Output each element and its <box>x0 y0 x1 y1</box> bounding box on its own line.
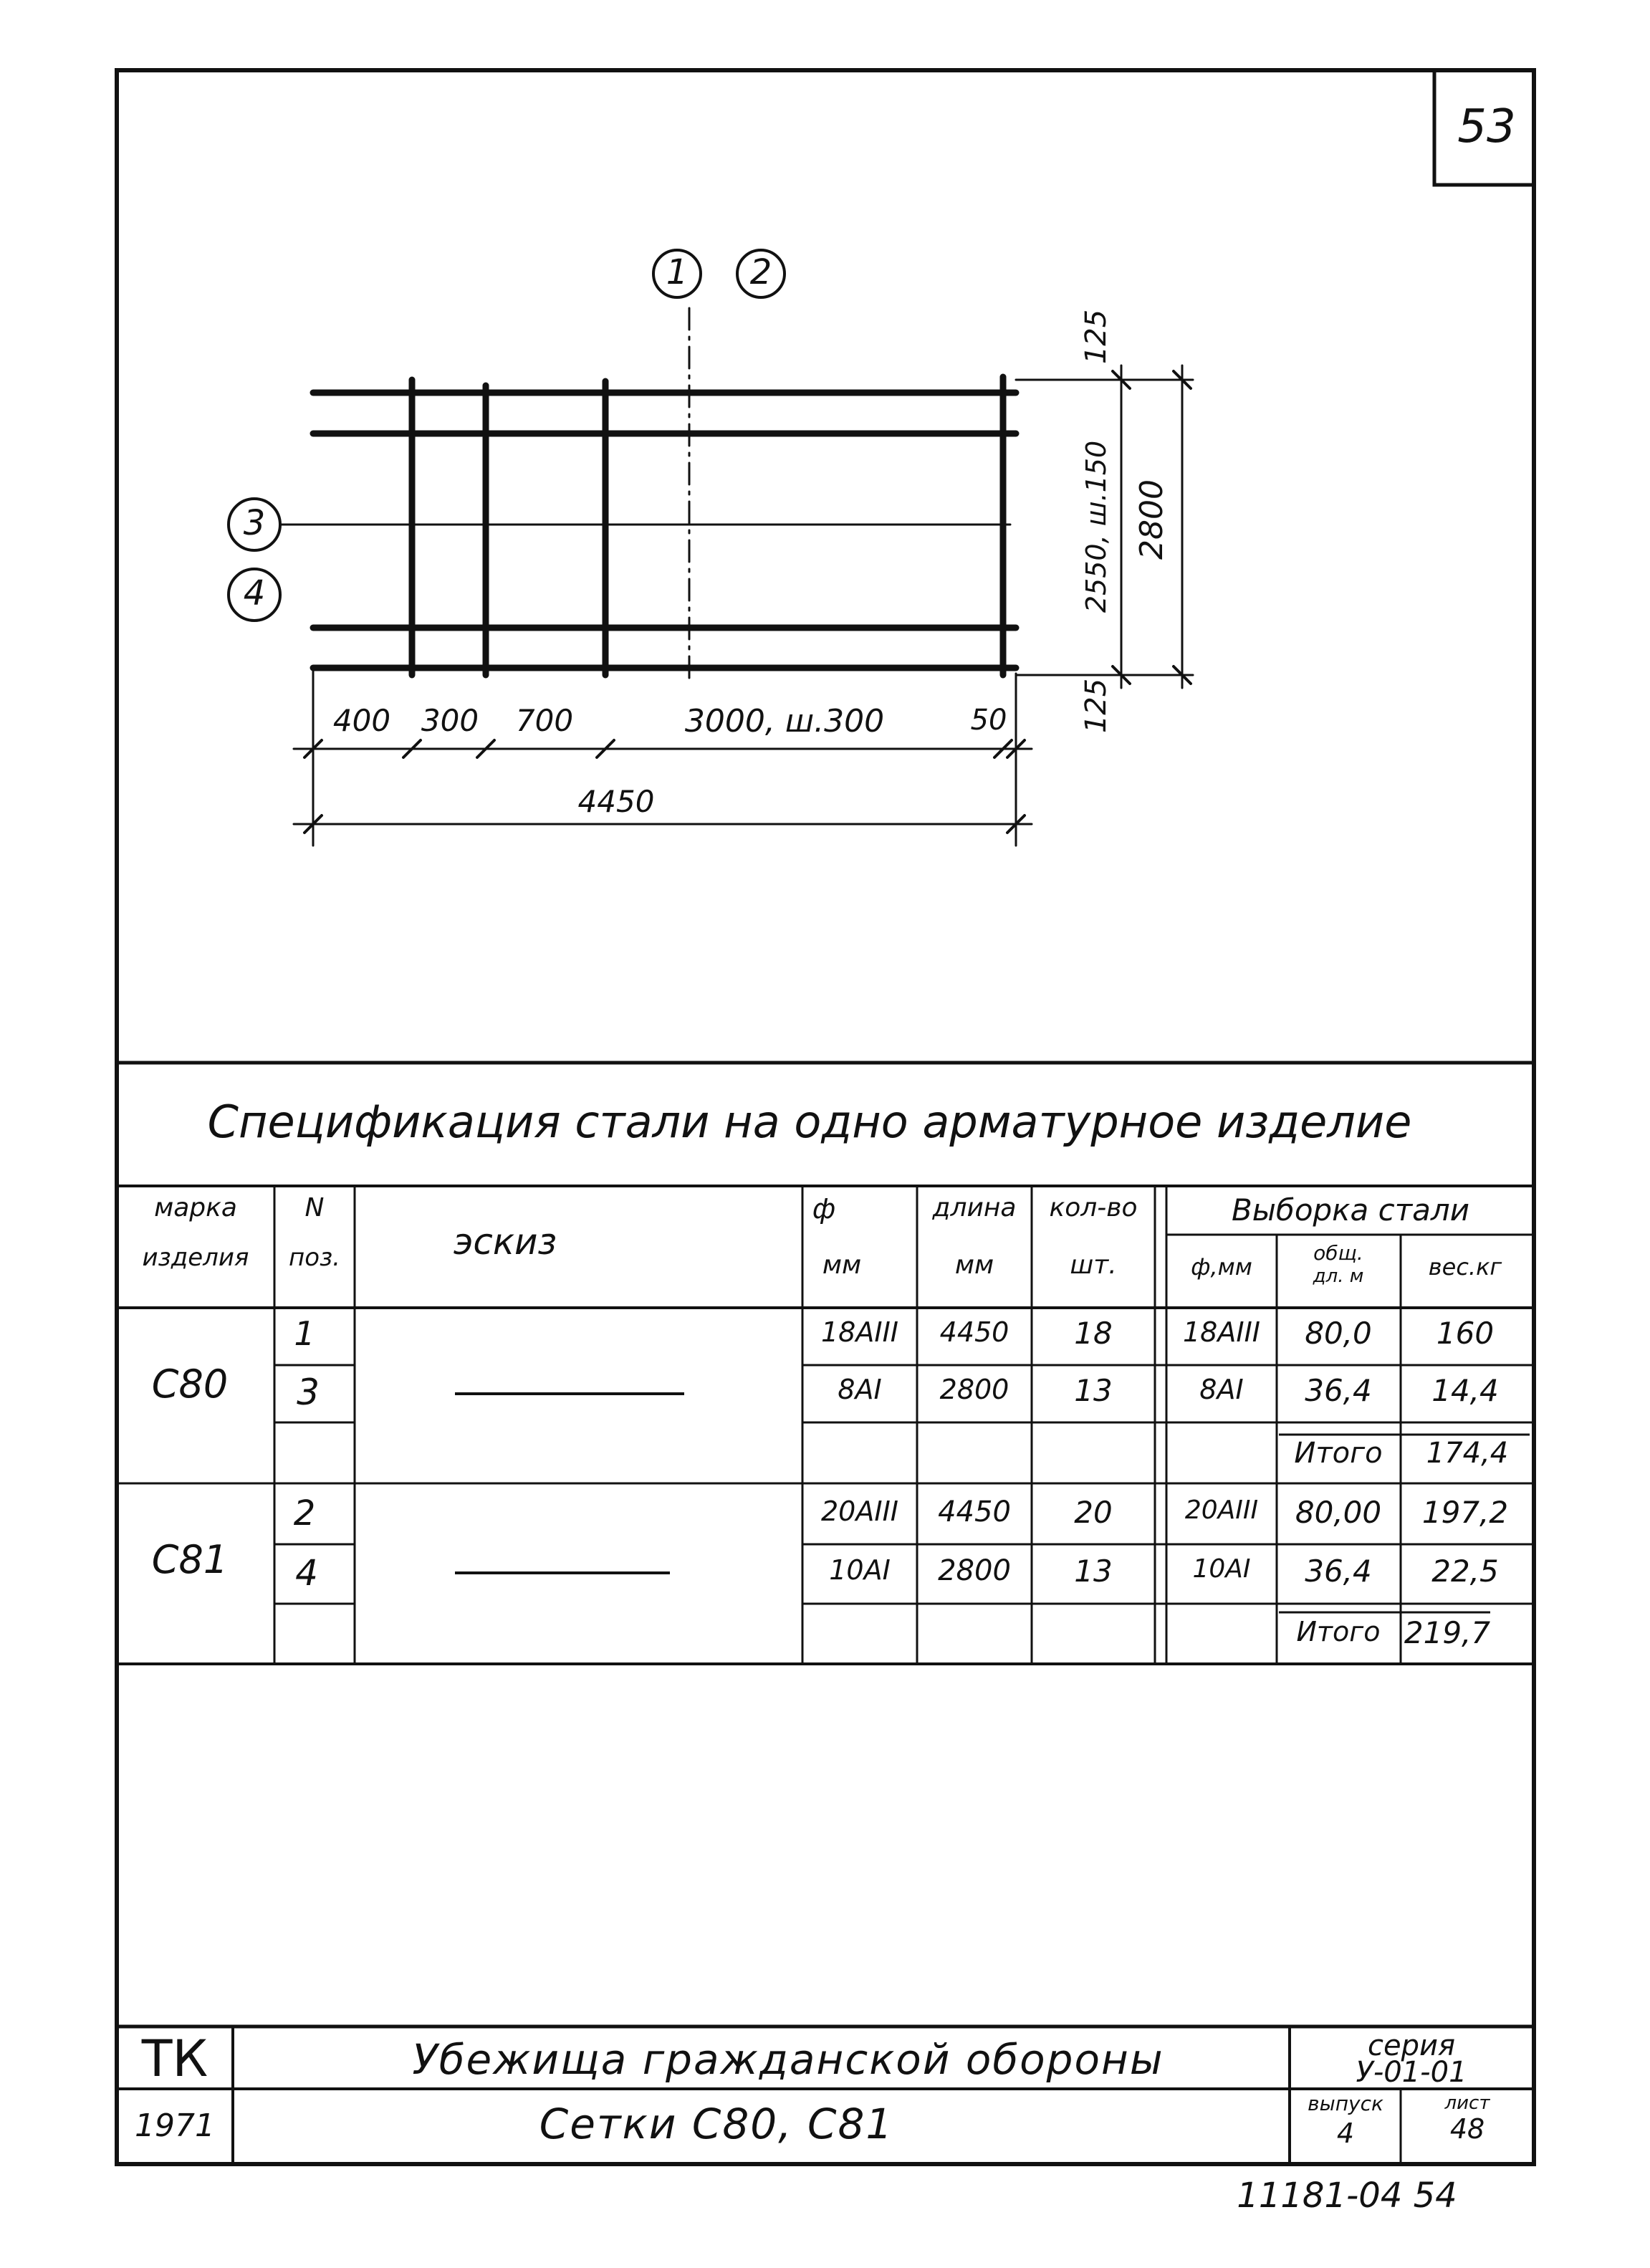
sheet-value: 48 <box>1449 2113 1485 2145</box>
dim-segment: 300 <box>421 703 479 738</box>
position-mark-1: 1 <box>666 252 689 292</box>
mesh-drawing <box>229 250 1193 846</box>
header-sel-weight: вес.кг <box>1428 1253 1502 1281</box>
header-mark: изделия <box>142 1243 249 1272</box>
row-sel-diam: 10AI <box>1192 1554 1251 1584</box>
total-label: Итого <box>1296 1616 1381 1647</box>
row-sel-weight: 160 <box>1436 1316 1495 1351</box>
header-sketch: эскиз <box>453 1221 557 1263</box>
year: 1971 <box>135 2107 215 2144</box>
dim-bottom-offset: 125 <box>1080 678 1113 734</box>
row-length: 2800 <box>938 1554 1011 1587</box>
dim-segment: 700 <box>515 703 574 738</box>
row-sel-total: 80,00 <box>1295 1495 1382 1530</box>
project-title: Убежища гражданской обороны <box>412 2035 1164 2084</box>
row-sel-diam: 20AIII <box>1184 1496 1259 1525</box>
row-diam: 20AIII <box>821 1496 898 1527</box>
header-length: мм <box>954 1250 994 1280</box>
issue-label: выпуск <box>1308 2092 1383 2115</box>
total-value: 219,7 <box>1404 1615 1491 1650</box>
row-sel-total: 36,4 <box>1305 1373 1372 1408</box>
org-code: ТК <box>141 2029 208 2088</box>
row-diam: 8AI <box>838 1374 882 1405</box>
dim-total-length: 4450 <box>577 784 655 819</box>
sheet-label: лист <box>1444 2092 1490 2114</box>
header-qty: шт. <box>1070 1250 1117 1280</box>
row-sel-weight: 197,2 <box>1421 1495 1509 1530</box>
product-mark: С81 <box>151 1537 229 1582</box>
row-pos: 3 <box>297 1372 320 1413</box>
row-length: 2800 <box>939 1374 1009 1405</box>
header-diam: ф <box>812 1193 836 1225</box>
row-pos: 2 <box>293 1493 316 1533</box>
row-qty: 18 <box>1074 1316 1113 1351</box>
header-length: длина <box>932 1193 1017 1222</box>
row-diam: 10AI <box>829 1554 891 1586</box>
row-sel-weight: 22,5 <box>1431 1554 1499 1589</box>
header-diam: мм <box>822 1250 862 1280</box>
series-label: серия <box>1367 2029 1456 2062</box>
position-mark-3: 3 <box>243 503 266 543</box>
spec-title: Спецификация стали на одно арматурное изделие <box>207 1096 1412 1148</box>
dim-top-offset: 125 <box>1080 309 1113 365</box>
issue-value: 4 <box>1336 2118 1355 2149</box>
dim-segment: 50 <box>970 704 1007 737</box>
row-sel-diam: 8AI <box>1199 1374 1244 1405</box>
header-sel-total: дл. м <box>1313 1265 1364 1287</box>
row-pos: 1 <box>294 1314 315 1353</box>
header-selection: Выборка стали <box>1231 1192 1470 1228</box>
sheet-number: 53 <box>1457 100 1516 153</box>
total-value: 174,4 <box>1426 1437 1509 1470</box>
header-sel-diam: ф,мм <box>1191 1253 1252 1281</box>
header-sel-total: общ. <box>1313 1241 1363 1265</box>
row-pos: 4 <box>295 1552 318 1594</box>
row-length: 4450 <box>938 1496 1011 1528</box>
row-qty: 20 <box>1074 1495 1113 1530</box>
dim-segment: 400 <box>332 703 391 738</box>
row-sel-weight: 14,4 <box>1431 1373 1499 1408</box>
row-diam: 18AIII <box>821 1316 898 1348</box>
header-mark: марка <box>154 1193 237 1222</box>
product-mark: С80 <box>151 1362 229 1407</box>
dim-total-height: 2800 <box>1133 479 1170 560</box>
position-mark-2: 2 <box>749 252 772 292</box>
series-value: У-01-01 <box>1356 2056 1467 2089</box>
row-qty: 13 <box>1074 1373 1113 1408</box>
dim-mesh-step: 2550, ш.150 <box>1080 440 1112 613</box>
archive-code: 11181-04 54 <box>1237 2176 1457 2216</box>
drawing-name: Сетки С80, С81 <box>539 2100 894 2148</box>
header-pos: поз. <box>289 1243 340 1272</box>
header-pos: N <box>304 1193 325 1222</box>
total-label: Итого <box>1294 1437 1383 1470</box>
position-mark-4: 4 <box>243 573 266 613</box>
row-qty: 13 <box>1074 1554 1113 1589</box>
row-sel-diam: 18AIII <box>1183 1316 1260 1348</box>
dim-segment: 3000, ш.300 <box>684 703 885 740</box>
row-length: 4450 <box>939 1316 1009 1348</box>
row-sel-total: 36,4 <box>1305 1554 1372 1589</box>
row-sel-total: 80,0 <box>1305 1316 1372 1351</box>
header-qty: кол-во <box>1049 1193 1138 1222</box>
